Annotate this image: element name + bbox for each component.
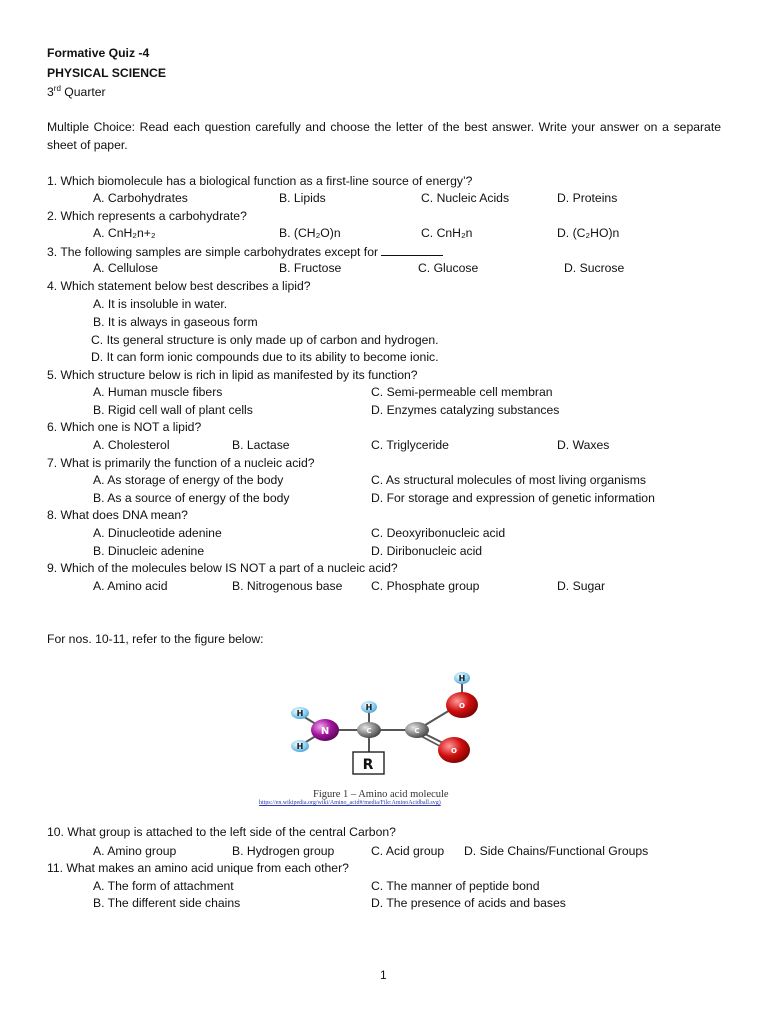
- atom-label-c: C: [414, 727, 420, 735]
- q6-option-a: A. Cholesterol: [93, 438, 170, 452]
- q3-option-a: A. Cellulose: [93, 261, 159, 275]
- figure-source-link[interactable]: https://en.wikipedia.org/wiki/Amino_acid#/media/File:AminoAcidball.svg): [259, 800, 441, 806]
- atom-label-h: H: [296, 742, 304, 751]
- question-2: 2. Which represents a carbohydrate?: [47, 209, 247, 223]
- q9-option-c: C. Phosphate group: [371, 579, 480, 593]
- q5-option-c: C. Semi-permeable cell membran: [371, 385, 553, 399]
- q7-option-c: C. As structural molecules of most living organisms: [371, 473, 646, 487]
- figure-intro: For nos. 10-11, refer to the figure below:: [47, 632, 264, 646]
- q11-option-a: A. The form of attachment: [93, 879, 234, 893]
- q2-option-a: A. CnH₂n+₂: [93, 226, 156, 240]
- q4-option-a: A. It is insoluble in water.: [93, 297, 228, 311]
- q2-option-b: B. (CH₂O)n: [279, 226, 341, 240]
- q3-option-b: B. Fructose: [279, 261, 342, 275]
- q10-option-b: B. Hydrogen group: [232, 844, 335, 858]
- q4-option-c: C. Its general structure is only made up of carbon and hydrogen.: [91, 333, 439, 347]
- atom-label-h: H: [365, 703, 373, 712]
- q11-option-c: C. The manner of peptide bond: [371, 879, 540, 893]
- side-chain-label: R: [362, 757, 374, 773]
- quiz-title: Formative Quiz -4: [47, 46, 150, 60]
- q8-option-d: D. Diribonucleic acid: [371, 544, 483, 558]
- q3-option-c: C. Glucose: [418, 261, 479, 275]
- question-9: 9. Which of the molecules below IS NOT a part of a nucleic acid?: [47, 561, 398, 575]
- bond-lines: [301, 680, 462, 752]
- atom-label-h: H: [458, 674, 466, 683]
- q10-option-d: D. Side Chains/Functional Groups: [464, 844, 649, 858]
- q10-option-c: C. Acid group: [371, 844, 445, 858]
- question-4: 4. Which statement below best describes a lipid?: [47, 279, 311, 293]
- question-6: 6. Which one is NOT a lipid?: [47, 420, 202, 434]
- atom-label-o: O: [459, 702, 465, 710]
- q1-option-a: A. Carbohydrates: [93, 191, 188, 205]
- subject-title: PHYSICAL SCIENCE: [47, 66, 166, 80]
- quarter-label: 3rd Quarter: [47, 83, 106, 99]
- q1-option-b: B. Lipids: [279, 191, 326, 205]
- figure-caption: Figure 1 – Amino acid molecule: [313, 789, 449, 800]
- q11-option-b: B. The different side chains: [93, 896, 241, 910]
- q7-option-d: D. For storage and expression of genetic information: [371, 491, 655, 505]
- question-5: 5. Which structure below is rich in lipid as manifested by its function?: [47, 368, 418, 382]
- q5-option-b: B. Rigid cell wall of plant cells: [93, 403, 253, 417]
- question-3: 3. The following samples are simple carbohydrates except for: [47, 244, 443, 260]
- q9-option-d: D. Sugar: [557, 579, 606, 593]
- question-7: 7. What is primarily the function of a nucleic acid?: [47, 456, 315, 470]
- q1-option-d: D. Proteins: [557, 191, 618, 205]
- q5-option-d: D. Enzymes catalyzing substances: [371, 403, 560, 417]
- q2-option-c: C. CnH₂n: [421, 226, 473, 240]
- q8-option-a: A. Dinucleotide adenine: [93, 526, 222, 540]
- q4-option-d: D. It can form ionic compounds due to its ability to become ionic.: [91, 350, 439, 364]
- q6-option-d: D. Waxes: [557, 438, 610, 452]
- question-8: 8. What does DNA mean?: [47, 508, 188, 522]
- question-1: 1. Which biomolecule has a biological function as a first-line source of energy’?: [47, 174, 473, 188]
- page-number: 1: [380, 968, 387, 982]
- q11-option-d: D. The presence of acids and bases: [371, 896, 566, 910]
- q2-option-d: D. (C₂HO)n: [557, 226, 620, 240]
- q5-option-a: A. Human muscle fibers: [93, 385, 223, 399]
- q9-option-b: B. Nitrogenous base: [232, 579, 343, 593]
- question-10: 10. What group is attached to the left side of the central Carbon?: [47, 825, 396, 839]
- q3-option-d: D. Sucrose: [564, 261, 625, 275]
- q1-option-c: C. Nucleic Acids: [421, 191, 510, 205]
- atom-label-o: O: [451, 747, 457, 755]
- q4-option-b: B. It is always in gaseous form: [93, 315, 258, 329]
- q9-option-a: A. Amino acid: [93, 579, 168, 593]
- atom-label-c: C: [366, 727, 372, 735]
- q8-option-b: B. Dinucleic adenine: [93, 544, 205, 558]
- atom-label-n: N: [320, 726, 330, 737]
- q7-option-a: A. As storage of energy of the body: [93, 473, 284, 487]
- instructions: Multiple Choice: Read each question carefully and choose the letter of the best answer. Write your answer on a separate sheet of paper.: [47, 120, 721, 152]
- q7-option-b: B. As a source of energy of the body: [93, 491, 290, 505]
- q6-option-b: B. Lactase: [232, 438, 290, 452]
- q6-option-c: C. Triglyceride: [371, 438, 449, 452]
- atom-label-h: H: [296, 709, 304, 718]
- q8-option-c: C. Deoxyribonucleic acid: [371, 526, 506, 540]
- q10-option-a: A. Amino group: [93, 844, 177, 858]
- question-11: 11. What makes an amino acid unique from each other?: [47, 861, 349, 875]
